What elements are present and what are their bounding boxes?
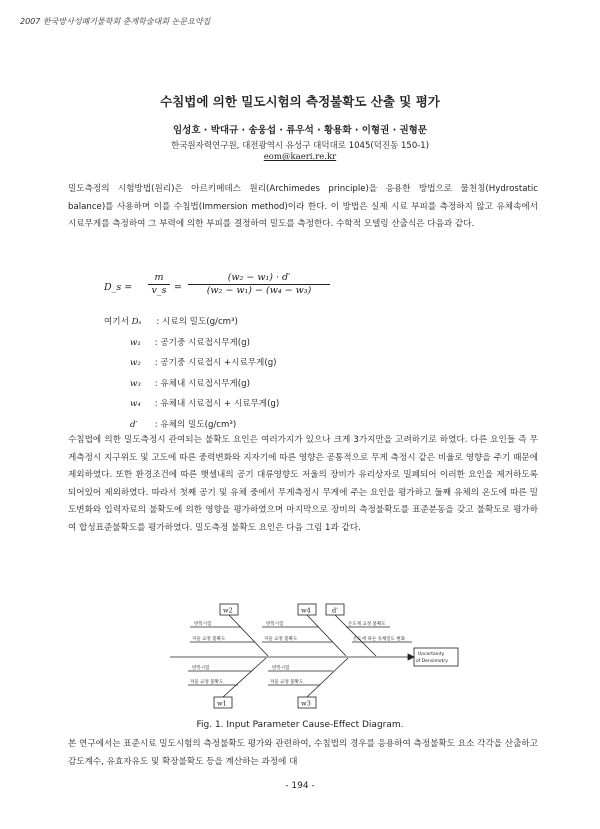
formula-frac1-numerator: m [148,272,170,285]
author-email[interactable]: eom@kaeri.re.kr [263,152,337,162]
uncertainty-factors-paragraph: 수침법에 의한 밀도측정시 관여되는 불확도 요인은 여러가지가 있으나 크게 3가지만을 고려하기로 하였다. 다른 요인들 즉 무게측정시 지구위도 및 고도에 따른 중력변화와 지자기에 따른 영향은 공통적으로 무게 측정시 같은 비율로 영향을 주기 때문에 제외하였다. 또한 환경조건에 따른 햇셀내의 공기 대류영향도 저울의 장비가 유리상자로 밀폐되어 이러한 요인을 제거하도록 되어있어 제외하였다. 따라서 첫째 공기 및 유체 중에서 무게측정시 무게에 주는 요인을 평가하고 둘째 유체의 온도에 따른 밀도변화와 입력자료의 불확도에 의한 영향을 평가하였으며 마지막으로 장비의 측정불확도를 표준분동을 갖고 불확도로 평가하여 합성표준불확도를 평가하였다. 밀도측정 불확도 요인은 다음 그림 1과 같다. [68,435,538,533]
box-w2-label: w2 [223,606,233,615]
label-cal-1: 저울 교정 불확도 [192,637,226,642]
variable-symbol: w₁ [130,337,141,348]
label-repeat-2: 반복시험 [266,622,284,627]
variable-symbol: d′ [130,419,138,430]
variable-row [104,394,404,415]
variable-row [104,353,404,374]
label-cal-2: 저울 교정 불확도 [264,637,298,642]
variable-definitions [104,312,404,435]
variable-row [104,374,404,395]
variable-desc: : 공기중 시료접시 +시료무게(g) [154,358,277,368]
formula-fraction-2 [188,272,330,296]
variable-symbol: w₄ [130,399,141,409]
branch-w2 [229,615,268,656]
variable-desc: : 시료의 밀도(g/cm³) [156,317,238,327]
branch-w4 [307,615,346,656]
density-formula [104,272,334,304]
formula-equals: = [174,282,182,293]
affiliation: 한국원자력연구원, 대전광역시 유성구 대덕대로 1045(덕진동 150-1) [170,141,430,151]
paper-title: 수침법에 의한 밀도시험의 측정불확도 산출 및 평가 [160,94,440,109]
cause-effect-diagram [150,598,460,716]
variable-symbol: w₃ [130,378,141,389]
branch-w3 [307,658,348,697]
spine-arrowhead [408,654,414,660]
formula-frac1-denominator: v_s [151,285,167,296]
variable-desc: : 유체내 시료접시 + 시료무게(g) [154,399,280,409]
variable-prefix: 여기서 [104,317,129,327]
label-repeat-4: 반복시험 [272,666,290,671]
formula-frac2-denominator: (w₂ − w₁) − (w₄ − w₃) [206,285,312,296]
variable-row [104,312,404,333]
box-w4-label: w4 [301,606,311,615]
variable-row [104,333,404,354]
proceedings-header: 2007 한국방사성폐기물학회 춘계학술대회 논문요약집 [20,17,211,26]
label-repeat-1: 반복시험 [194,622,212,627]
variable-desc: : 유체의 밀도(g/cm³) [154,419,237,430]
branch-w1 [223,658,266,697]
label-repeat-3: 반복시험 [192,666,210,671]
intro-paragraph: 밀도측정의 시험방법(원리)은 아르키메데스 원리(Archimedes principle)을 응용한 방법으로 물천칭(Hydrostatic balance)를 사용하며 이를 수침법(Immersion method)이라 한다. 이 방법은 실제 시료 부피를 측정하지 않고 유체속에서 시료무게를 측정하여 그 부력에 의한 부피를 결정하여 밀도를 측정한다. 수학적 모델링 산출식은 다음과 같다. [68,184,538,230]
label-cal-4: 저울 교정 불확도 [270,680,304,685]
label-temp: 온도계 교정 불확도 [348,622,386,627]
box-w3-label: w3 [301,699,311,708]
effect-line-2: of Densimetry [416,659,448,664]
variable-symbol: Dₛ [131,317,142,327]
variable-symbol: w₂ [130,358,141,368]
effect-line-1: Uncertainty [418,652,445,657]
label-density-temp: 온도에 따른 유체밀도 변화 [353,637,406,642]
page-number: - 194 - [285,781,315,791]
variable-desc: : 공기중 시료접시무게(g) [154,337,250,348]
author-list: 임성호 · 박대규 · 송웅섭 · 류우석 · 황용화 · 이형권 · 권형문 [172,125,428,136]
box-d-prime-label: d' [332,606,338,615]
formula-frac2-numerator: (w₂ − w₁) · d′ [188,272,330,285]
formula-lhs: D_s = [104,282,133,293]
label-cal-3: 저울 교정 불확도 [190,680,224,685]
variable-desc: : 유체내 시료접시무게(g) [154,378,250,389]
study-paragraph: 본 연구에서는 표준시료 밀도시험의 측정불확도 평가와 관련하여, 수침법의 경우를 응용하여 측정불확도 요소 각각을 산출하고 감도계수, 유효자유도 및 확장불확도 등을 계산하는 과정에 대 [68,739,538,767]
figure-caption: Fig. 1. Input Parameter Cause-Effect Diagram. [196,720,404,730]
formula-fraction-1 [148,272,170,296]
box-w1-label: w1 [217,699,227,708]
